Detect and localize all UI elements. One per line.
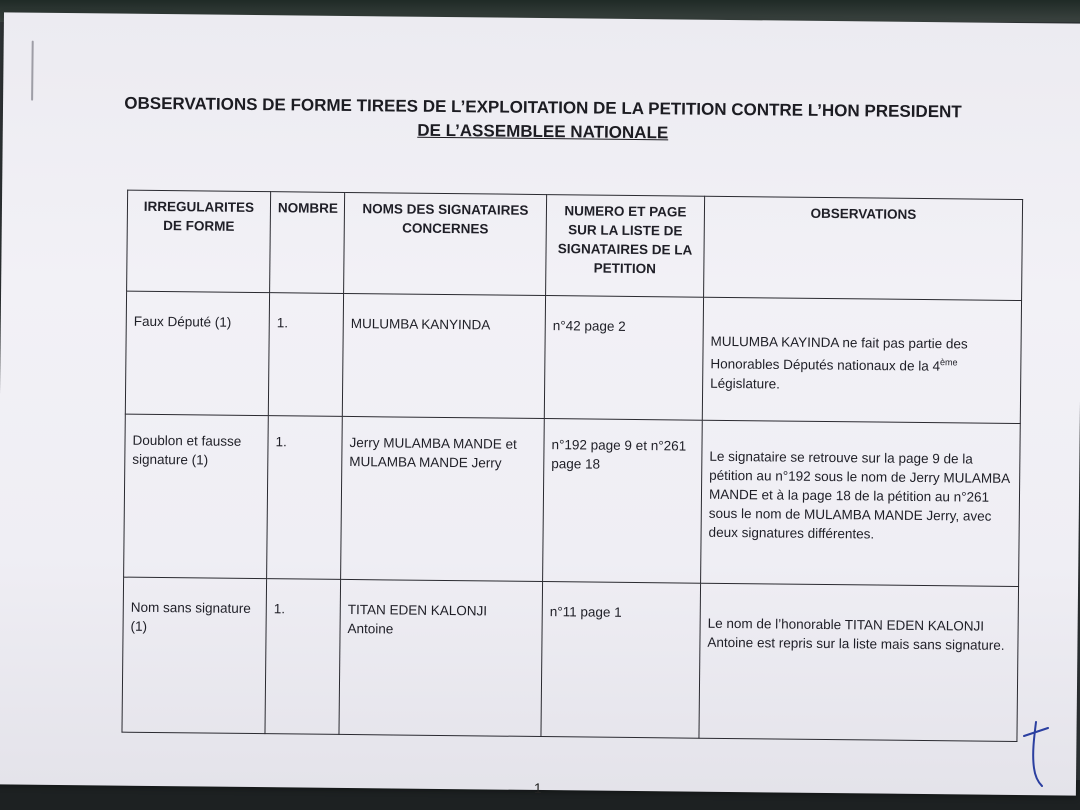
cell-nombre: 1. bbox=[267, 416, 343, 580]
cell-irregularite: Doublon et fausse signature (1) bbox=[124, 414, 269, 578]
cell-numero-page: n°42 page 2 bbox=[544, 296, 703, 421]
cell-irregularite: Nom sans signature (1) bbox=[122, 577, 267, 733]
cell-observation: Le signataire se retrouve sur la page 9 de la pétition au n°192 sous le nom de Jerry MULAMBA MANDE et à la page 18 de la pétition au n°261 sous le nom de MULAMBA MANDE Jerry, avec deux signatures différentes. bbox=[701, 420, 1021, 586]
table-row bbox=[125, 291, 1021, 423]
observation-tail: Législature. bbox=[710, 375, 781, 392]
observations-table bbox=[121, 190, 1023, 742]
document-page bbox=[0, 12, 1080, 795]
cell-nombre: 1. bbox=[265, 579, 341, 735]
superscript-eme: ème bbox=[940, 357, 958, 368]
header-noms: NOMS DES SIGNATAIRES CONCERNES bbox=[344, 192, 547, 295]
title-line-1: OBSERVATIONS DE FORME TIREES DE L’EXPLOITATION DE LA PETITION CONTRE L’HON PRESIDENT bbox=[124, 93, 962, 122]
table-row bbox=[122, 577, 1019, 741]
cell-numero-page: n°11 page 1 bbox=[541, 582, 701, 739]
header-observations: OBSERVATIONS bbox=[704, 196, 1023, 300]
header-irregularites: IRREGULARITES DE FORME bbox=[127, 190, 271, 292]
signature-mark-icon bbox=[1018, 718, 1054, 790]
cell-observation: Le nom de l’honorable TITAN EDEN KALONJI Antoine est repris sur la liste mais sans signature. bbox=[699, 583, 1019, 741]
cell-noms: Jerry MULAMBA MANDE et MULAMBA MANDE Jerry bbox=[341, 416, 545, 581]
table-header-row bbox=[127, 190, 1023, 300]
cell-irregularite: Faux Député (1) bbox=[125, 291, 269, 415]
cell-nombre: 1. bbox=[268, 293, 343, 417]
cell-noms: TITAN EDEN KALONJI Antoine bbox=[339, 579, 543, 736]
observation-text: MULUMBA KAYINDA ne fait pas partie des Honorables Députés nationaux de la 4 bbox=[710, 333, 968, 374]
page-number: 1 bbox=[533, 779, 542, 797]
cell-numero-page: n°192 page 9 et n°261 page 18 bbox=[543, 419, 703, 584]
cell-observation bbox=[702, 297, 1021, 423]
document-title bbox=[93, 91, 993, 148]
title-line-2: DE L’ASSEMBLEE NATIONALE bbox=[417, 120, 669, 143]
header-numero-page: NUMERO ET PAGE SUR LA LISTE DE SIGNATAIRES DE LA PETITION bbox=[546, 195, 705, 298]
table-row bbox=[124, 414, 1021, 586]
header-nombre: NOMBRE bbox=[270, 192, 345, 294]
pencil-mark bbox=[31, 41, 34, 101]
cell-noms: MULUMBA KANYINDA bbox=[342, 293, 545, 418]
